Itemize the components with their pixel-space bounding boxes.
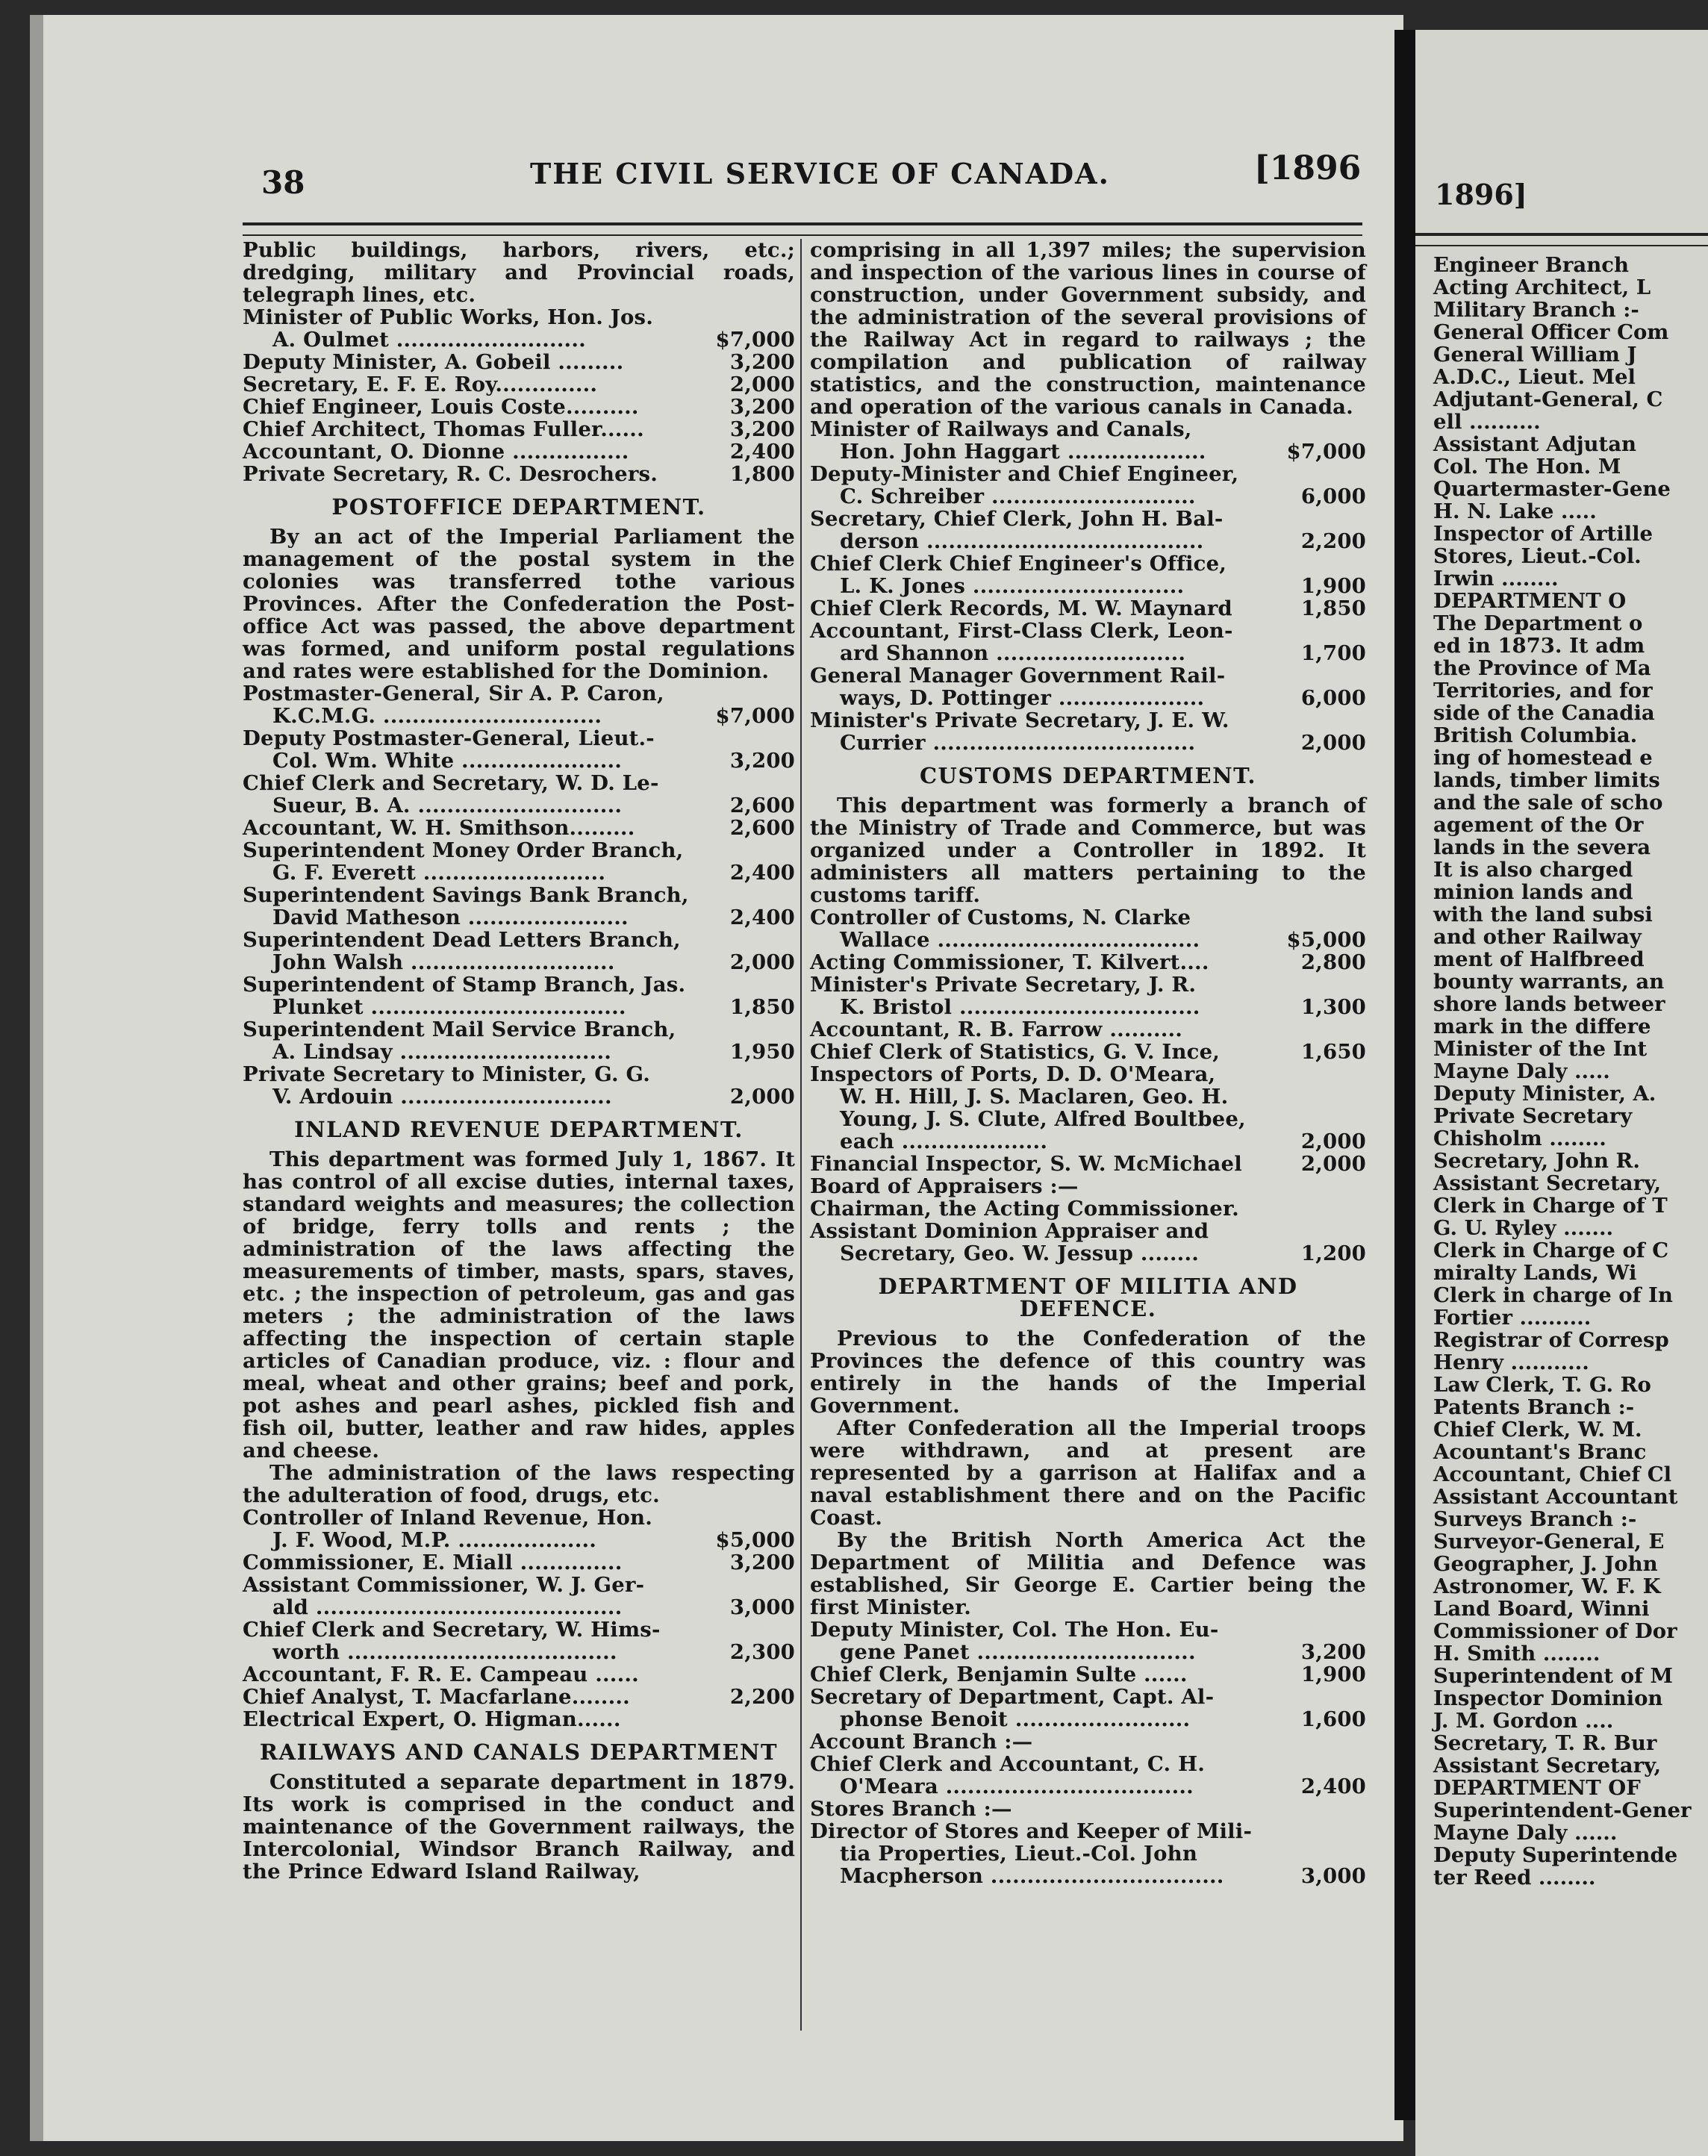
entry-salary: 2,200 <box>729 1685 795 1709</box>
militia-list <box>810 1618 1366 1887</box>
facing-page-line: Surveys Branch :- <box>1433 1507 1637 1531</box>
list-item <box>810 973 1366 1018</box>
entry-name: Chief Clerk Records, M. W. Maynard <box>810 596 1232 620</box>
facing-page-line: minion lands and <box>1433 880 1633 904</box>
facing-page-line: lands, timber limits <box>1433 768 1660 792</box>
facing-page-line: and the sale of scho <box>1433 791 1663 814</box>
entry-name: Superintendent of Stamp Branch, Jas. <box>243 973 686 997</box>
list-item <box>810 1686 1366 1730</box>
list-item <box>243 351 795 373</box>
list-item <box>810 1153 1366 1175</box>
entry-name: Postmaster-General, Sir A. P. Caron, <box>243 682 664 705</box>
facing-page-line: Acting Architect, L <box>1433 275 1651 299</box>
entry-salary: 2,600 <box>729 794 795 817</box>
facing-page-line: Geographer, J. John <box>1433 1552 1658 1576</box>
column-right <box>810 239 1366 1887</box>
facing-page-line: H. Smith ........ <box>1433 1642 1601 1666</box>
list-item <box>810 1018 1366 1041</box>
list-item <box>243 306 795 351</box>
running-title: THE CIVIL SERVICE OF CANADA. <box>530 157 1110 190</box>
list-item <box>810 597 1366 620</box>
facing-page-line: Clerk in Charge of C <box>1433 1239 1669 1262</box>
entry-name-continued: John Walsh ............................ <box>272 950 615 974</box>
entry-name-continued: worth ..................................... <box>272 1640 617 1664</box>
facing-page-line: Surveyor-General, E <box>1433 1530 1665 1554</box>
facing-page-line: ment of Halfbreed <box>1433 947 1645 971</box>
entry-salary: 2,400 <box>729 440 795 464</box>
entry-name: Secretary, E. F. E. Roy.............. <box>243 373 598 396</box>
facing-page-line: Inspector of Artille <box>1433 522 1654 546</box>
list-item <box>810 906 1366 951</box>
entry-name-continued: derson ...................................... <box>840 529 1204 553</box>
entry-salary: 1,900 <box>1300 1663 1366 1686</box>
customs-heading: CUSTOMS DEPARTMENT. <box>919 763 1257 788</box>
entry-name: Stores Branch :— <box>810 1797 1012 1821</box>
list-item <box>810 463 1366 508</box>
entry-name-continued: ald .......................................... <box>272 1595 623 1619</box>
entry-name-continued: ways, D. Pottinger .................... <box>840 686 1205 710</box>
facing-page-line: General William J <box>1433 343 1637 367</box>
entry-name: Chief Clerk of Statistics, G. V. Ince, <box>810 1040 1221 1064</box>
entry-name: Assistant Dominion Appraiser and <box>810 1219 1209 1243</box>
railways-heading: RAILWAYS AND CANALS DEPARTMENT <box>259 1739 779 1765</box>
entry-name-continued: W. H. Hill, J. S. Maclaren, Geo. H. Young, J. S. Clute, Alfred Boultbee, each .................... <box>840 1085 1246 1153</box>
entry-name: Private Secretary, R. C. Desrochers. <box>243 462 658 486</box>
facing-page-line: Astronomer, W. F. K <box>1433 1574 1661 1598</box>
facing-page-line: Patents Branch :- <box>1433 1395 1635 1419</box>
facing-page-line: shore lands betweer <box>1433 992 1665 1016</box>
facing-page-line: Deputy Minister, A. <box>1433 1082 1656 1106</box>
entry-name: Account Branch :— <box>810 1730 1033 1754</box>
entry-salary: 1,850 <box>729 995 795 1019</box>
entry-salary: 3,200 <box>729 350 795 374</box>
entry-name-continued: gene Panet .............................. <box>840 1640 1196 1664</box>
list-item <box>810 552 1366 597</box>
list-item <box>243 682 795 727</box>
facing-page-line: Secretary, John R. <box>1433 1149 1640 1173</box>
entry-salary: 2,400 <box>729 861 795 885</box>
inland-revenue-list <box>243 1507 795 1730</box>
facing-page-line: side of the Canadia <box>1433 701 1655 725</box>
entry-name: Minister's Private Secretary, J. E. W. <box>810 708 1229 732</box>
entry-name-continued: Col. Wm. White ...................... <box>272 749 623 773</box>
list-item <box>243 1618 795 1663</box>
entry-name-continued: Sueur, B. A. ............................ <box>272 794 623 817</box>
entry-salary: 2,400 <box>1300 1775 1366 1798</box>
entry-salary: 1,600 <box>1300 1707 1366 1731</box>
list-item <box>243 929 795 973</box>
entry-salary: $7,000 <box>715 704 795 728</box>
facing-page-line: Adjutant-General, C <box>1433 387 1663 411</box>
entry-name: Chief Engineer, Louis Coste.......... <box>243 395 639 419</box>
facing-page-line: A.D.C., Lieut. Mel <box>1433 365 1636 389</box>
list-item <box>810 1753 1366 1798</box>
facing-page-line: Mayne Daly ..... <box>1433 1059 1610 1083</box>
list-item <box>243 884 795 929</box>
entry-salary: 1,700 <box>1300 641 1366 665</box>
entry-name: Chief Clerk, Benjamin Sulte ...... <box>810 1663 1188 1686</box>
list-item <box>243 973 795 1018</box>
facing-page-line: British Columbia. <box>1433 723 1638 747</box>
entry-name: Chairman, the Acting Commissioner. <box>810 1197 1239 1221</box>
list-item <box>810 664 1366 709</box>
entry-name-continued: V. Ardouin ............................. <box>272 1085 612 1109</box>
entry-name-continued: Secretary, Geo. W. Jessup ........ <box>840 1241 1199 1265</box>
facing-page-line: Col. The Hon. M <box>1433 455 1621 479</box>
list-item <box>810 620 1366 664</box>
facing-page-line: Clerk in Charge of T <box>1433 1194 1668 1218</box>
entry-name: Chief Analyst, T. Macfarlane........ <box>243 1685 630 1709</box>
facing-page-line: Clerk in charge of In <box>1433 1283 1673 1307</box>
entry-name: Deputy Minister, A. Gobeil ......... <box>243 350 624 374</box>
entry-salary: $5,000 <box>715 1528 795 1552</box>
facing-page-line: Land Board, Winni <box>1433 1597 1650 1621</box>
entry-name: Deputy Minister, Col. The Hon. Eu- <box>810 1618 1219 1642</box>
entry-name: Controller of Customs, N. Clarke <box>810 906 1191 929</box>
militia-heading: DEPARTMENT OF MILITIA AND DEFENCE. <box>878 1274 1298 1321</box>
list-item <box>243 1663 795 1686</box>
entry-salary: 2,200 <box>1300 529 1366 553</box>
entry-name-continued: phonse Benoit ........................ <box>840 1707 1191 1731</box>
facing-page <box>1415 30 1708 2156</box>
entry-name: Private Secretary to Minister, G. G. <box>243 1062 651 1086</box>
facing-page-lines <box>1433 254 1708 1889</box>
facing-page-line: DEPARTMENT OF <box>1433 1776 1641 1800</box>
entry-salary: 2,000 <box>729 1085 795 1109</box>
entry-name: Superintendent Dead Letters Branch, <box>243 928 681 952</box>
intro-paragraph: Public buildings, harbors, rivers, etc.; dredging, military and Provincial roads, telegraph lines, etc. <box>243 238 795 307</box>
entry-name: Superintendent Mail Service Branch, <box>243 1018 676 1041</box>
list-item <box>243 1018 795 1063</box>
entry-name: Minister of Public Works, Hon. Jos. <box>243 305 653 329</box>
entry-salary: $7,000 <box>1286 440 1366 464</box>
facing-page-line: Assistant Secretary, <box>1433 1754 1662 1778</box>
list-item <box>810 1041 1366 1063</box>
entry-name: Accountant, F. R. E. Campeau ...... <box>243 1663 639 1686</box>
list-item <box>243 1686 795 1708</box>
list-item <box>810 1618 1366 1663</box>
page-header <box>231 149 1374 216</box>
list-item <box>243 727 795 772</box>
postoffice-list <box>243 682 795 1108</box>
facing-page-line: ing of homestead e <box>1433 746 1653 770</box>
entry-salary: 2,400 <box>729 906 795 929</box>
entry-salary: 3,000 <box>729 1595 795 1619</box>
column-divider <box>800 239 802 2031</box>
entry-salary: 3,200 <box>729 749 795 773</box>
entry-name: Deputy Postmaster-General, Lieut.- <box>243 726 655 750</box>
entry-name-continued: tia Properties, Lieut.-Col. John Macpherson ................................ <box>840 1842 1224 1888</box>
entry-salary: 3,200 <box>729 395 795 419</box>
facing-page-line: Military Branch :- <box>1433 298 1639 322</box>
facing-page-line: Chief Clerk, W. M. <box>1433 1418 1642 1442</box>
facing-page-line: Superintendent-Gener <box>1433 1798 1692 1822</box>
facing-page-line: Deputy Superintende <box>1433 1843 1678 1867</box>
entry-name: Secretary, Chief Clerk, John H. Bal- <box>810 507 1224 531</box>
entry-salary: 1,900 <box>1300 574 1366 598</box>
entry-salary: 6,000 <box>1300 485 1366 508</box>
entry-name-continued: ard Shannon .......................... <box>840 641 1186 665</box>
facing-page-line: Inspector Dominion <box>1433 1686 1663 1710</box>
list-item <box>243 1708 795 1730</box>
list-item <box>810 1175 1366 1197</box>
inland-revenue-heading: INLAND REVENUE DEPARTMENT. <box>294 1117 744 1142</box>
postoffice-paragraph: By an act of the Imperial Parliament the management of the postal system in the colonies was transferred tothe various Provinces. After the Confederation the Post-office Act was passed, the above department was formed, and uniform postal regulations and rates were established for the Dominion. <box>243 525 795 683</box>
list-item <box>243 396 795 418</box>
facing-page-line: Stores, Lieut.-Col. <box>1433 544 1642 568</box>
list-item <box>243 839 795 884</box>
facing-page-line: ell .......... <box>1433 410 1541 434</box>
facing-page-line: Accountant, Chief Cl <box>1433 1462 1672 1486</box>
list-item <box>810 508 1366 552</box>
list-item <box>810 1197 1366 1220</box>
facing-page-line: Engineer Branch <box>1433 253 1629 277</box>
list-item <box>810 709 1366 754</box>
facing-page-line: mark in the differe <box>1433 1015 1651 1038</box>
facing-page-line: Superintendent of M <box>1433 1664 1673 1688</box>
entry-name: Superintendent Savings Bank Branch, <box>243 883 689 907</box>
entry-name: Acting Commissioner, T. Kilvert.... <box>810 950 1209 974</box>
entry-salary: 2,000 <box>729 373 795 396</box>
facing-page-line: Quartermaster-Gene <box>1433 477 1671 501</box>
facing-page-line: bounty warrants, an <box>1433 970 1665 994</box>
facing-page-line: Assistant Adjutan <box>1433 432 1637 456</box>
railways-paragraph-cont: comprising in all 1,397 miles; the supervision and inspection of the various lines in course of construction, under Government subsidy, and the administration of the several provisions of the Railway Act in regard to railways ; the compilation and publication of railway statistics, and the construction, maintenance and operation of the various canals in Canada. <box>810 238 1366 419</box>
facing-page-line: The Department o <box>1433 611 1643 635</box>
facing-page-line: General Officer Com <box>1433 320 1669 344</box>
entry-name: Chief Clerk Chief Engineer's Office, <box>810 552 1227 576</box>
facing-page-line: Minister of the Int <box>1433 1037 1648 1061</box>
entry-salary: 1,650 <box>1300 1040 1366 1064</box>
entry-name: Board of Appraisers :— <box>810 1174 1079 1198</box>
entry-name-continued: L. K. Jones ............................. <box>840 574 1185 598</box>
entry-salary: 3,200 <box>729 417 795 441</box>
facing-header-rule <box>1415 233 1708 246</box>
entry-salary: 1,800 <box>729 462 795 486</box>
entry-salary: $5,000 <box>1286 928 1366 952</box>
entry-name-continued: David Matheson ...................... <box>272 906 629 929</box>
public-works-list <box>243 306 795 485</box>
header-rule <box>243 222 1362 236</box>
entry-name: Accountant, W. H. Smithson......... <box>243 816 635 840</box>
entry-name: Superintendent Money Order Branch, <box>243 838 684 862</box>
postoffice-heading: POSTOFFICE DEPARTMENT. <box>331 494 706 520</box>
list-item <box>810 951 1366 973</box>
list-item <box>810 1063 1366 1153</box>
entry-name: Secretary of Department, Capt. Al- <box>810 1685 1215 1709</box>
facing-page-line: lands in the severa <box>1433 835 1651 859</box>
list-item <box>243 373 795 396</box>
page-number: 38 <box>261 164 305 201</box>
entry-salary: $7,000 <box>715 328 795 352</box>
militia-paragraph-1: Previous to the Confederation of the Provinces the defence of this country was entirely in the hands of the Imperial Government. <box>810 1327 1366 1418</box>
list-item <box>810 418 1366 463</box>
entry-name: Assistant Commissioner, W. J. Ger- <box>243 1573 645 1597</box>
entry-name: Accountant, O. Dionne ................ <box>243 440 629 464</box>
entry-name: Electrical Expert, O. Higman...... <box>243 1707 621 1731</box>
list-item <box>243 1507 795 1551</box>
list-item <box>243 440 795 463</box>
facing-page-line: G. U. Ryley ....... <box>1433 1216 1614 1240</box>
entry-name-continued: C. Schreiber ............................ <box>840 485 1196 508</box>
entry-name-continued: K.C.M.G. .............................. <box>272 704 602 728</box>
inland-revenue-paragraph-2: The administration of the laws respecting the adulteration of food, drugs, etc. <box>243 1461 795 1507</box>
list-item <box>243 1063 795 1108</box>
entry-name-continued: Plunket ................................... <box>272 995 626 1019</box>
entry-name-continued: Currier .................................... <box>840 731 1196 755</box>
entry-salary: 1,950 <box>729 1040 795 1064</box>
inland-revenue-paragraph: This department was formed July 1, 1867. It has control of all excise duties, internal taxes, standard weights and measures; the collection of bridge, ferry tolls and rents ; the administration of the laws affecting the measurements of timber, masts, spars, staves, etc. ; the inspection of petroleum, gas and gas meters ; the administration of the laws affecting the inspection of certain staple articles of Canadian produce, viz. : flour and meal, wheat and other grains; beef and pork, pot ashes and pearl ashes, pickled fish and fish oil, butter, leather and raw hides, apples and cheese. <box>243 1147 795 1462</box>
customs-paragraph: This department was formerly a branch of the Ministry of Trade and Commerce, but was organized under a Controller in 1892. It administers all matters pertaining to the customs tariff. <box>810 794 1366 907</box>
facing-page-line: Secretary, T. R. Bur <box>1433 1731 1657 1755</box>
entry-name: Chief Clerk and Accountant, C. H. <box>810 1752 1206 1776</box>
entry-name: Minister's Private Secretary, J. R. <box>810 973 1197 997</box>
facing-page-line: Irwin ........ <box>1433 567 1559 591</box>
entry-salary: 3,000 <box>1300 1864 1366 1888</box>
entry-name-continued: Wallace .................................... <box>840 928 1200 952</box>
facing-page-line: Mayne Daly ...... <box>1433 1821 1618 1845</box>
list-item <box>243 817 795 839</box>
entry-name: Chief Clerk and Secretary, W. D. Le- <box>243 771 659 795</box>
facing-page-line: Law Clerk, T. G. Ro <box>1433 1373 1651 1397</box>
entry-salary: 1,200 <box>1300 1241 1366 1265</box>
facing-page-year: 1896] <box>1435 178 1527 211</box>
header-year: [1896 <box>1254 149 1362 187</box>
entry-name: Minister of Railways and Canals, <box>810 417 1192 441</box>
facing-page-line: Territories, and for <box>1433 679 1653 702</box>
list-item <box>810 1663 1366 1686</box>
entry-name-continued: K. Bristol ................................. <box>840 995 1200 1019</box>
entry-salary: 2,000 <box>729 950 795 974</box>
entry-name-continued: A. Oulmet .......................... <box>272 328 586 352</box>
entry-name-continued: G. F. Everett ......................... <box>272 861 606 885</box>
entry-salary: 2,600 <box>729 816 795 840</box>
facing-page-line: ter Reed ........ <box>1433 1866 1596 1889</box>
facing-page-line: miralty Lands, Wi <box>1433 1261 1637 1285</box>
entry-name: Financial Inspector, S. W. McMichael <box>810 1152 1242 1176</box>
entry-salary: 3,200 <box>1300 1640 1366 1664</box>
entry-salary: 2,000 <box>1300 1152 1366 1176</box>
facing-page-line: DEPARTMENT O <box>1433 589 1627 613</box>
facing-page-line: Henry ........... <box>1433 1350 1589 1374</box>
list-item <box>243 772 795 817</box>
facing-page-line: J. M. Gordon .... <box>1433 1709 1614 1733</box>
book-spine <box>1394 30 1415 2120</box>
customs-list <box>810 906 1366 1265</box>
list-item <box>243 463 795 485</box>
facing-page-line: H. N. Lake ..... <box>1433 499 1597 523</box>
entry-salary: 1,300 <box>1300 995 1366 1019</box>
facing-page-line: and other Railway <box>1433 925 1642 949</box>
facing-page-line: Fortier .......... <box>1433 1306 1592 1330</box>
facing-page-line: It is also charged <box>1433 858 1633 882</box>
list-item <box>243 1574 795 1618</box>
militia-paragraph-3: By the British North America Act the Department of Militia and Defence was established, Sir George E. Cartier being the first Minister. <box>810 1528 1366 1619</box>
entry-name-continued: O'Meara .................................. <box>840 1775 1194 1798</box>
list-item <box>810 1820 1366 1887</box>
entry-name: Commissioner, E. Miall .............. <box>243 1551 623 1574</box>
entry-name: Deputy-Minister and Chief Engineer, <box>810 462 1239 486</box>
facing-page-line: Assistant Accountant <box>1433 1485 1678 1509</box>
facing-page-line: the Province of Ma <box>1433 656 1651 680</box>
railways-paragraph: Constituted a separate department in 1879. Its work is comprised in the conduct and maintenance of the Government railways, the Intercolonial, Windsor Branch Railway, and the Prince Edward Island Railway, <box>243 1770 795 1884</box>
list-item <box>243 418 795 440</box>
railways-list <box>810 418 1366 754</box>
entry-salary: 2,300 <box>729 1640 795 1664</box>
entry-name: Accountant, R. B. Farrow .......... <box>810 1018 1183 1041</box>
list-item <box>810 1220 1366 1265</box>
entry-name: General Manager Government Rail- <box>810 664 1226 688</box>
entry-name: Controller of Inland Revenue, Hon. <box>243 1506 653 1530</box>
facing-page-line: Private Secretary <box>1433 1104 1633 1128</box>
facing-page-line: agement of the Or <box>1433 813 1644 837</box>
entry-name: Inspectors of Ports, D. D. O'Meara, <box>810 1062 1216 1086</box>
entry-salary: 2,000 <box>1300 731 1366 755</box>
facing-page-line: Acountant's Branc <box>1433 1440 1647 1464</box>
facing-page-line: with the land subsi <box>1433 903 1653 926</box>
entry-salary: 6,000 <box>1300 686 1366 710</box>
entry-salary: 3,200 <box>729 1551 795 1574</box>
entry-salary: 1,850 <box>1300 596 1366 620</box>
list-item <box>810 1798 1366 1820</box>
entry-salary: 2,800 <box>1300 950 1366 974</box>
column-left <box>243 239 795 1883</box>
entry-name: Director of Stores and Keeper of Mili- <box>810 1819 1253 1843</box>
entry-salary: 2,000 <box>1300 1130 1366 1153</box>
list-item <box>810 1730 1366 1753</box>
entry-name: Chief Clerk and Secretary, W. Hims- <box>243 1618 661 1642</box>
entry-name-continued: Hon. John Haggart ................... <box>840 440 1206 464</box>
facing-page-line: Chisholm ........ <box>1433 1127 1606 1150</box>
entry-name-continued: J. F. Wood, M.P. ................... <box>272 1528 597 1552</box>
facing-page-line: Commissioner of Dor <box>1433 1619 1677 1643</box>
facing-page-line: ed in 1873. It adm <box>1433 634 1645 658</box>
list-item <box>243 1551 795 1574</box>
facing-page-line: Assistant Secretary, <box>1433 1171 1662 1195</box>
facing-page-line: Registrar of Corresp <box>1433 1328 1669 1352</box>
entry-name: Chief Architect, Thomas Fuller...... <box>243 417 644 441</box>
entry-name: Accountant, First-Class Clerk, Leon- <box>810 619 1233 643</box>
entry-name-continued: A. Lindsay ............................. <box>272 1040 611 1064</box>
militia-paragraph-2: After Confederation all the Imperial troops were withdrawn, and at present are represented by a garrison at Halifax and a naval establishment there and on the Pacific Coast. <box>810 1416 1366 1530</box>
